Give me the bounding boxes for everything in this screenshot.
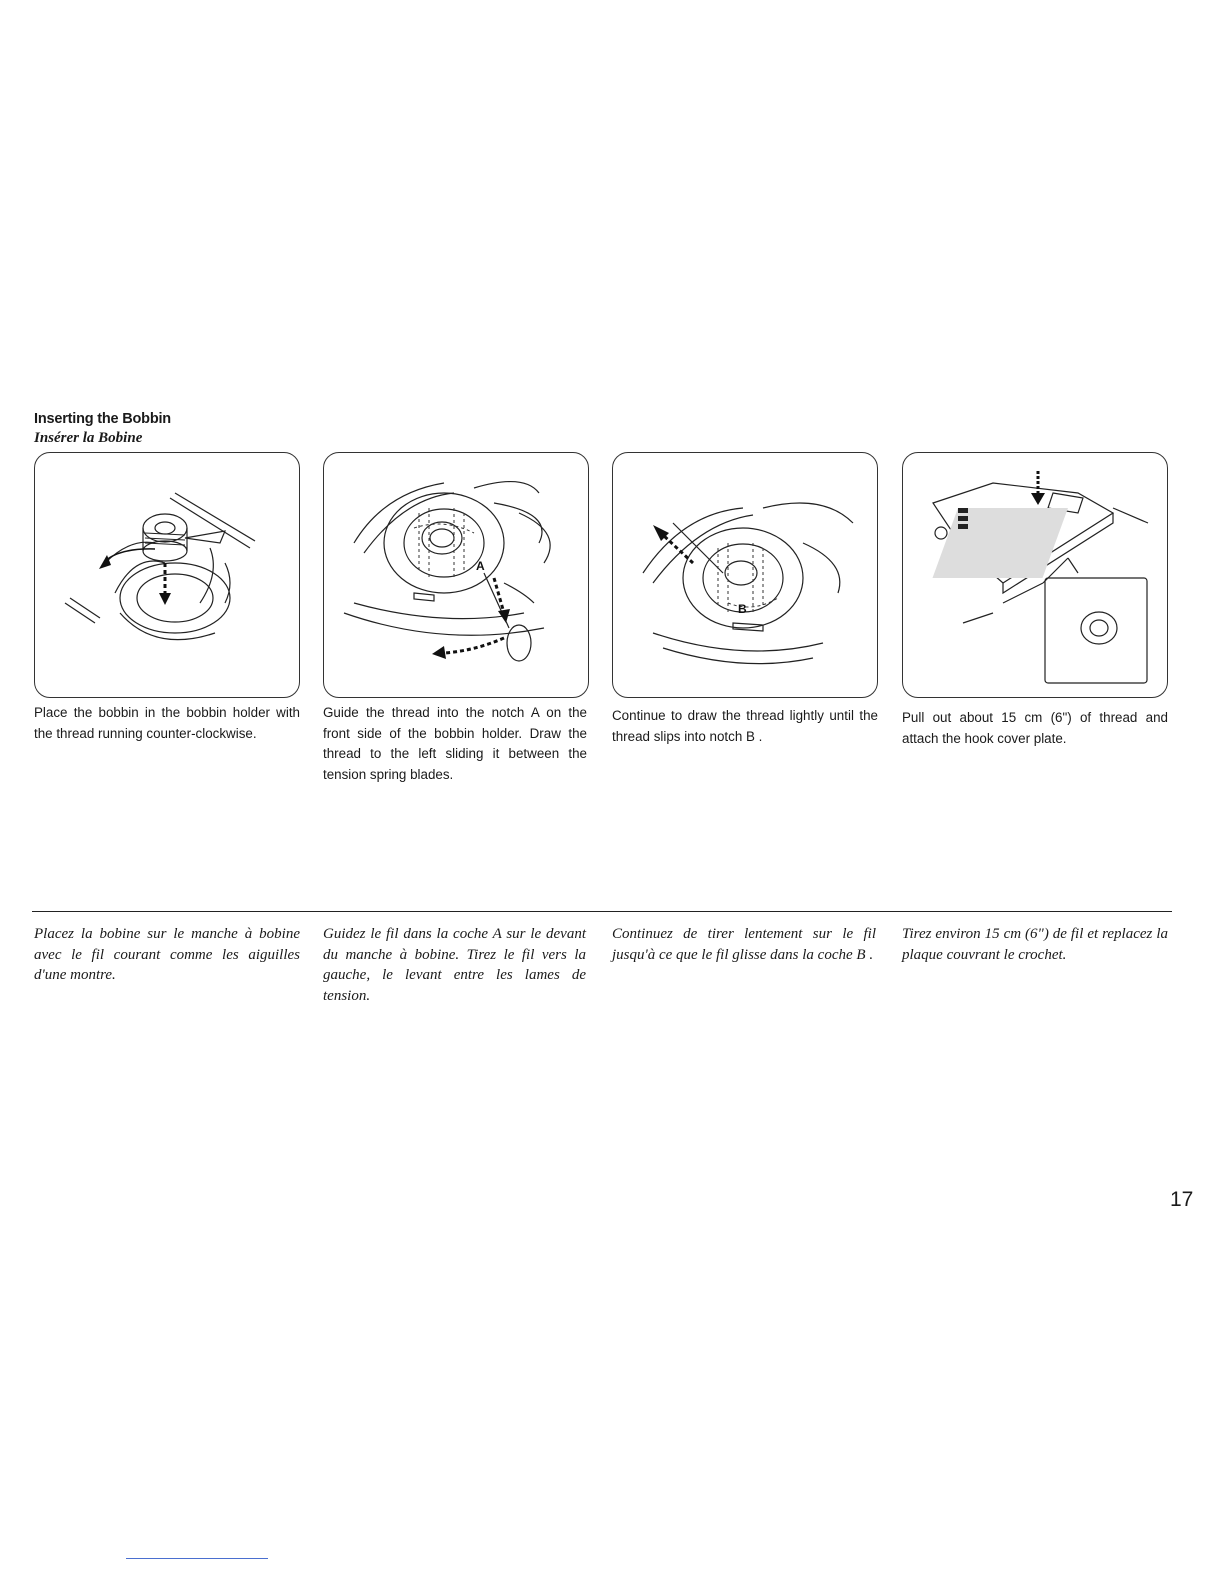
footer-rule [126, 1558, 268, 1559]
caption-en-4: Pull out about 15 cm (6") of thread and attach the hook cover plate. [902, 710, 1168, 746]
illustration-hook-cover-plate [902, 452, 1168, 698]
section-divider [32, 911, 1172, 912]
illustration-guide-thread-notch-a [323, 452, 589, 698]
section-title-french: Insérer la Bobine [34, 430, 143, 446]
page-number: 17 [1170, 1188, 1194, 1211]
caption-fr-1: Placez la bobine sur le manche à bobine avec le fil courant comme les aiguilles d'une montre. [34, 926, 300, 983]
caption-fr-4: Tirez environ 15 cm (6") de fil et replacez la plaque couvrant le crochet. [902, 926, 1168, 963]
section-title: Inserting the Bobbin [34, 411, 171, 427]
caption-en-3: Continue to draw the thread lightly until the thread slips into notch B . [612, 708, 878, 744]
svg-text:B: B [738, 602, 747, 616]
illustration-thread-notch-b [612, 452, 878, 698]
caption-fr-2: Guidez le fil dans la coche A sur le devant du manche à bobine. Tirez le fil vers la gauche, le levant entre les lames de tension. [323, 926, 586, 1004]
illustration-place-bobbin [34, 452, 300, 698]
caption-fr-3: Continuez de tirer lentement sur le fil jusqu'à ce que le fil glisse dans la coche B . [612, 926, 876, 963]
caption-en-1: Place the bobbin in the bobbin holder with the thread running counter-clockwise. [34, 705, 300, 741]
caption-en-2: Guide the thread into the notch A on the front side of the bobbin holder. Draw the thread to the left sliding it between the tension spring blades. [323, 705, 587, 782]
svg-text:A: A [476, 559, 485, 573]
